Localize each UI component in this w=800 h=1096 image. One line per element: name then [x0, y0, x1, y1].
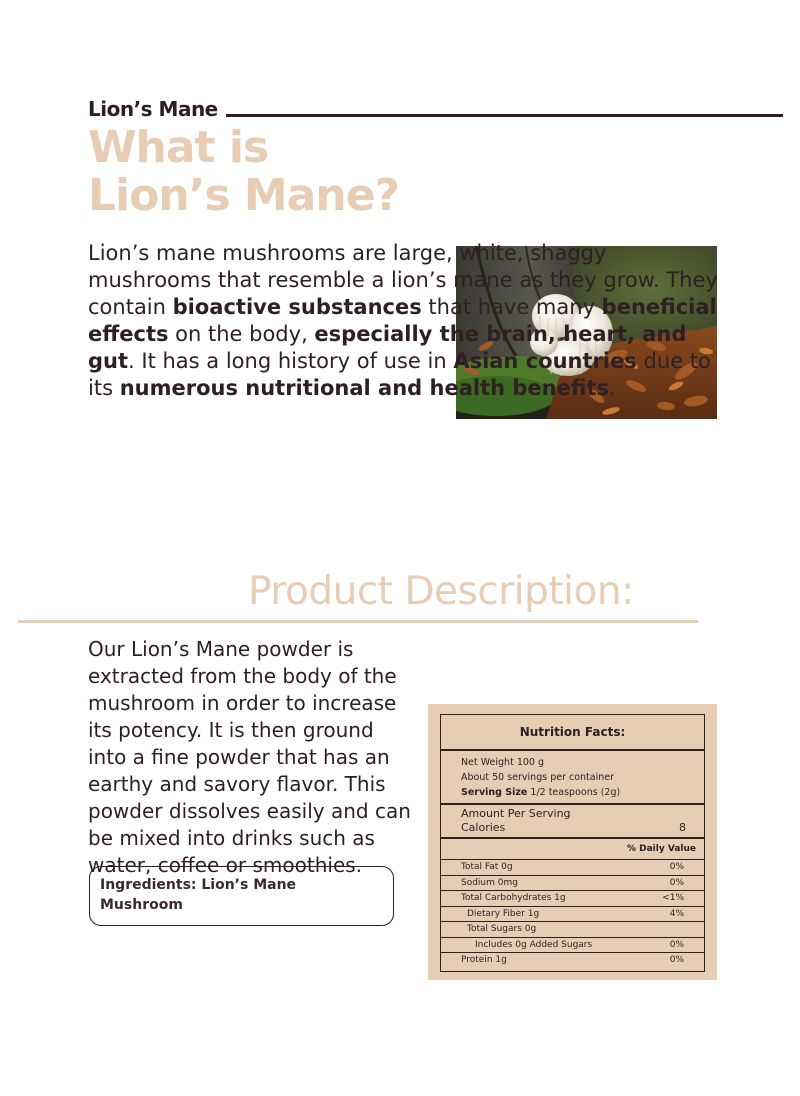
ingredients-line-1: Ingredients: Lion’s Mane	[100, 877, 297, 893]
nutrition-facts-panel	[428, 704, 717, 980]
intro-text: . It has a long history of use in	[128, 349, 454, 373]
serving-size-label: Serving Size	[461, 787, 528, 798]
calories-value: 8	[679, 821, 686, 834]
nutrient-label: Total Sugars 0g	[467, 924, 537, 934]
intro-bold: bioactive substances	[172, 295, 422, 319]
page-title-line-2: Lion’s Mane?	[88, 170, 400, 221]
product-description-divider	[18, 620, 698, 623]
intro-paragraph	[88, 240, 728, 402]
product-description-body: Our Lion’s Mane powder is extracted from the body of the mushroom in order to increase its potency. It is then ground into a fine powder that has an earthy and savory flavor. This powder dissolves easily and can be mixed into drinks such as water, coffee or smoothies.	[88, 637, 411, 877]
brand-label: Lion’s Mane	[88, 97, 218, 121]
daily-value-header: % Daily Value	[626, 844, 696, 854]
nutrient-row-protein	[441, 952, 704, 968]
intro-text: Lion’s mane mushrooms are large, white, shaggy mushrooms that resemble a lion’s mane as they grow. They contain	[88, 241, 718, 319]
nutrient-value: <1%	[662, 893, 684, 903]
nutrient-label: Sodium 0mg	[461, 877, 518, 888]
nutrient-value: 4%	[669, 908, 684, 919]
nutrient-row-dietary-fiber	[441, 906, 704, 922]
nutrient-label: Includes 0g Added Sugars	[475, 939, 593, 950]
nutrition-divider	[441, 749, 704, 751]
net-weight: Net Weight 100 g	[461, 757, 544, 768]
nutrient-row-added-sugars	[441, 937, 704, 953]
serving-size	[461, 787, 620, 798]
nutrient-value: 0%	[669, 877, 684, 888]
intro-bold: numerous nutritional and health benefits	[119, 376, 609, 400]
nutrition-facts-title: Nutrition Facts:	[519, 725, 626, 739]
servings-per-container: About 50 servings per container	[461, 772, 615, 783]
calories-label: Calories	[461, 821, 506, 834]
nutrition-divider	[441, 803, 704, 805]
nutrient-value: 0%	[669, 862, 684, 872]
serving-size-value: 1/2 teaspoons (2g)	[527, 787, 621, 798]
intro-text: due to its	[88, 349, 711, 400]
nutrient-label: Dietary Fiber 1g	[467, 908, 540, 919]
nutrient-row-total-fat	[441, 859, 704, 875]
product-description-heading: Product Description:	[248, 569, 634, 614]
nutrient-row-total-sugars	[441, 921, 704, 937]
nutrient-value: 0%	[669, 955, 684, 965]
nutrition-facts-frame	[440, 714, 705, 972]
intro-text: .	[608, 376, 616, 400]
nutrient-label: Total Fat 0g	[461, 862, 513, 872]
nutrient-row-total-carbohydrates	[441, 890, 704, 906]
page-title-line-1: What is	[88, 122, 269, 173]
nutrition-divider	[441, 837, 704, 839]
nutrient-label: Protein 1g	[461, 955, 507, 965]
amount-per-serving: Amount Per Serving	[461, 807, 571, 820]
intro-text: on the body,	[168, 322, 315, 346]
ingredients-line-2: Mushroom	[100, 897, 183, 913]
intro-bold: beneficial effects	[88, 295, 717, 346]
brand-divider	[226, 114, 783, 117]
ingredients-box	[89, 866, 394, 926]
intro-bold: Asian countries	[453, 349, 637, 373]
intro-bold: especially the brain, heart, and gut	[88, 322, 687, 373]
nutrient-value: 0%	[669, 939, 684, 950]
page-title	[88, 124, 399, 220]
intro-text: that have many	[421, 295, 602, 319]
nutrient-label: Total Carbohydrates 1g	[461, 893, 566, 903]
nutrient-row-sodium	[441, 875, 704, 891]
